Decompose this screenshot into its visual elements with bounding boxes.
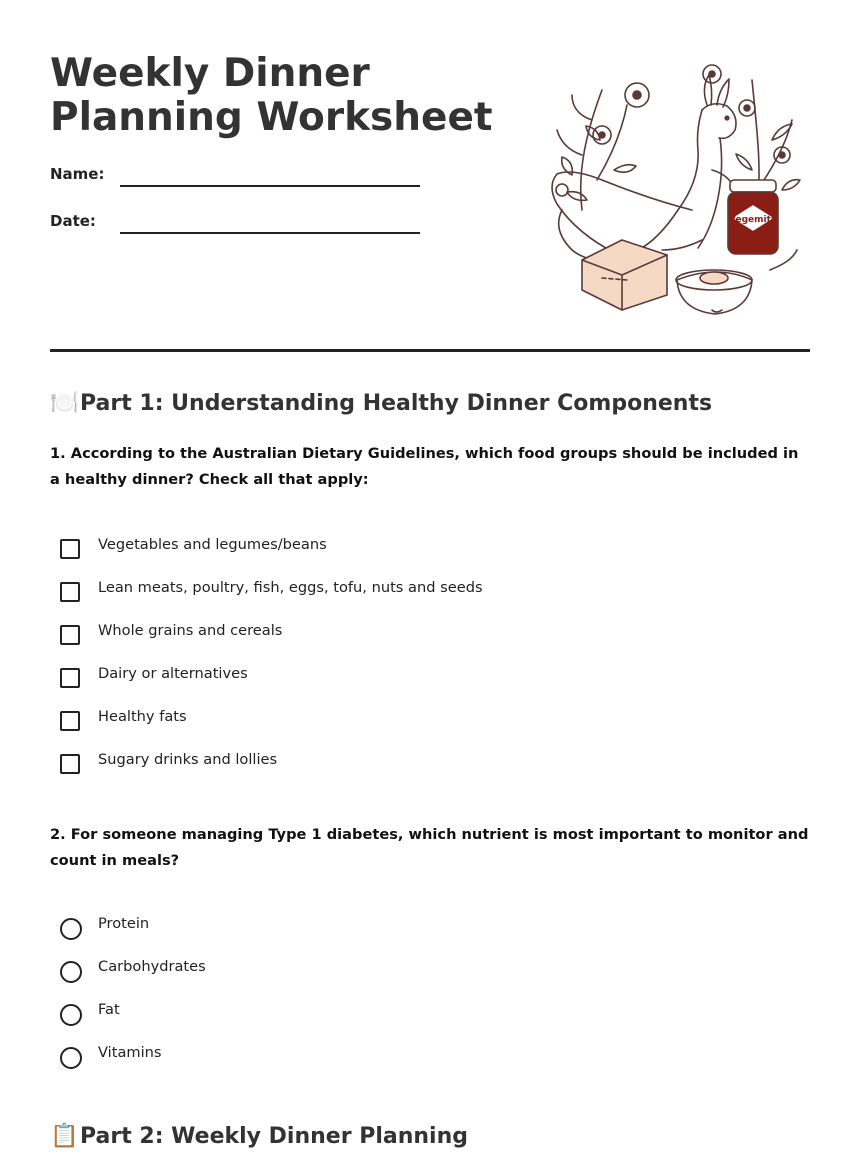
option-label: Carbohydrates bbox=[98, 958, 206, 975]
date-field[interactable] bbox=[50, 212, 420, 236]
kangaroo-illustration bbox=[542, 60, 802, 320]
part2-heading bbox=[50, 1122, 468, 1151]
checkbox-option[interactable] bbox=[60, 578, 800, 621]
checkbox-option[interactable] bbox=[60, 664, 800, 707]
radio-button[interactable] bbox=[60, 961, 82, 983]
checkbox-option[interactable] bbox=[60, 707, 800, 750]
checkbox[interactable] bbox=[60, 754, 80, 774]
checkbox-option[interactable] bbox=[60, 750, 800, 793]
checkbox-option[interactable] bbox=[60, 621, 800, 664]
jar-label: Vegemite bbox=[729, 215, 777, 225]
name-label: Name: bbox=[50, 165, 105, 183]
option-label: Whole grains and cereals bbox=[98, 622, 283, 639]
question-1: 1. According to the Australian Dietary Guidelines, which food groups should be included in a healthy dinner? Check all that apply: bbox=[50, 445, 799, 488]
checkbox[interactable] bbox=[60, 711, 80, 731]
option-label: Fat bbox=[98, 1001, 120, 1018]
checkbox[interactable] bbox=[60, 582, 80, 602]
option-label: Vitamins bbox=[98, 1044, 162, 1061]
question-2: 2. For someone managing Type 1 diabetes, which nutrient is most important to monitor and count in meals? bbox=[50, 826, 809, 869]
date-line[interactable] bbox=[120, 232, 420, 234]
checkbox[interactable] bbox=[60, 668, 80, 688]
radio-option[interactable] bbox=[60, 1000, 800, 1043]
option-label: Vegetables and legumes/beans bbox=[98, 536, 327, 553]
part1-heading bbox=[50, 389, 712, 418]
date-label: Date: bbox=[50, 212, 96, 230]
worksheet-header bbox=[50, 0, 810, 352]
question-1-options bbox=[60, 535, 800, 793]
clipboard-icon: 📋 bbox=[50, 1123, 79, 1149]
part2-title: Part 2: Weekly Dinner Planning bbox=[80, 1124, 469, 1149]
radio-button[interactable] bbox=[60, 1047, 82, 1069]
checkbox[interactable] bbox=[60, 539, 80, 559]
name-field[interactable] bbox=[50, 165, 420, 189]
part1-title: Part 1: Understanding Healthy Dinner Components bbox=[80, 391, 713, 416]
worksheet-page bbox=[50, 0, 810, 1149]
radio-button[interactable] bbox=[60, 1004, 82, 1026]
radio-option[interactable] bbox=[60, 957, 800, 1000]
name-line[interactable] bbox=[120, 185, 420, 187]
checkbox[interactable] bbox=[60, 625, 80, 645]
radio-button[interactable] bbox=[60, 918, 82, 940]
option-label: Sugary drinks and lollies bbox=[98, 751, 278, 768]
option-label: Lean meats, poultry, fish, eggs, tofu, nuts and seeds bbox=[98, 579, 483, 596]
plate-icon: 🍽️ bbox=[50, 390, 79, 416]
option-label: Dairy or alternatives bbox=[98, 665, 248, 682]
option-label: Healthy fats bbox=[98, 708, 187, 725]
page-title: Weekly Dinner Planning Worksheet bbox=[50, 51, 493, 140]
question-2-options bbox=[60, 914, 800, 1086]
option-label: Protein bbox=[98, 915, 150, 932]
checkbox-option[interactable] bbox=[60, 535, 800, 578]
radio-option[interactable] bbox=[60, 914, 800, 957]
radio-option[interactable] bbox=[60, 1043, 800, 1086]
